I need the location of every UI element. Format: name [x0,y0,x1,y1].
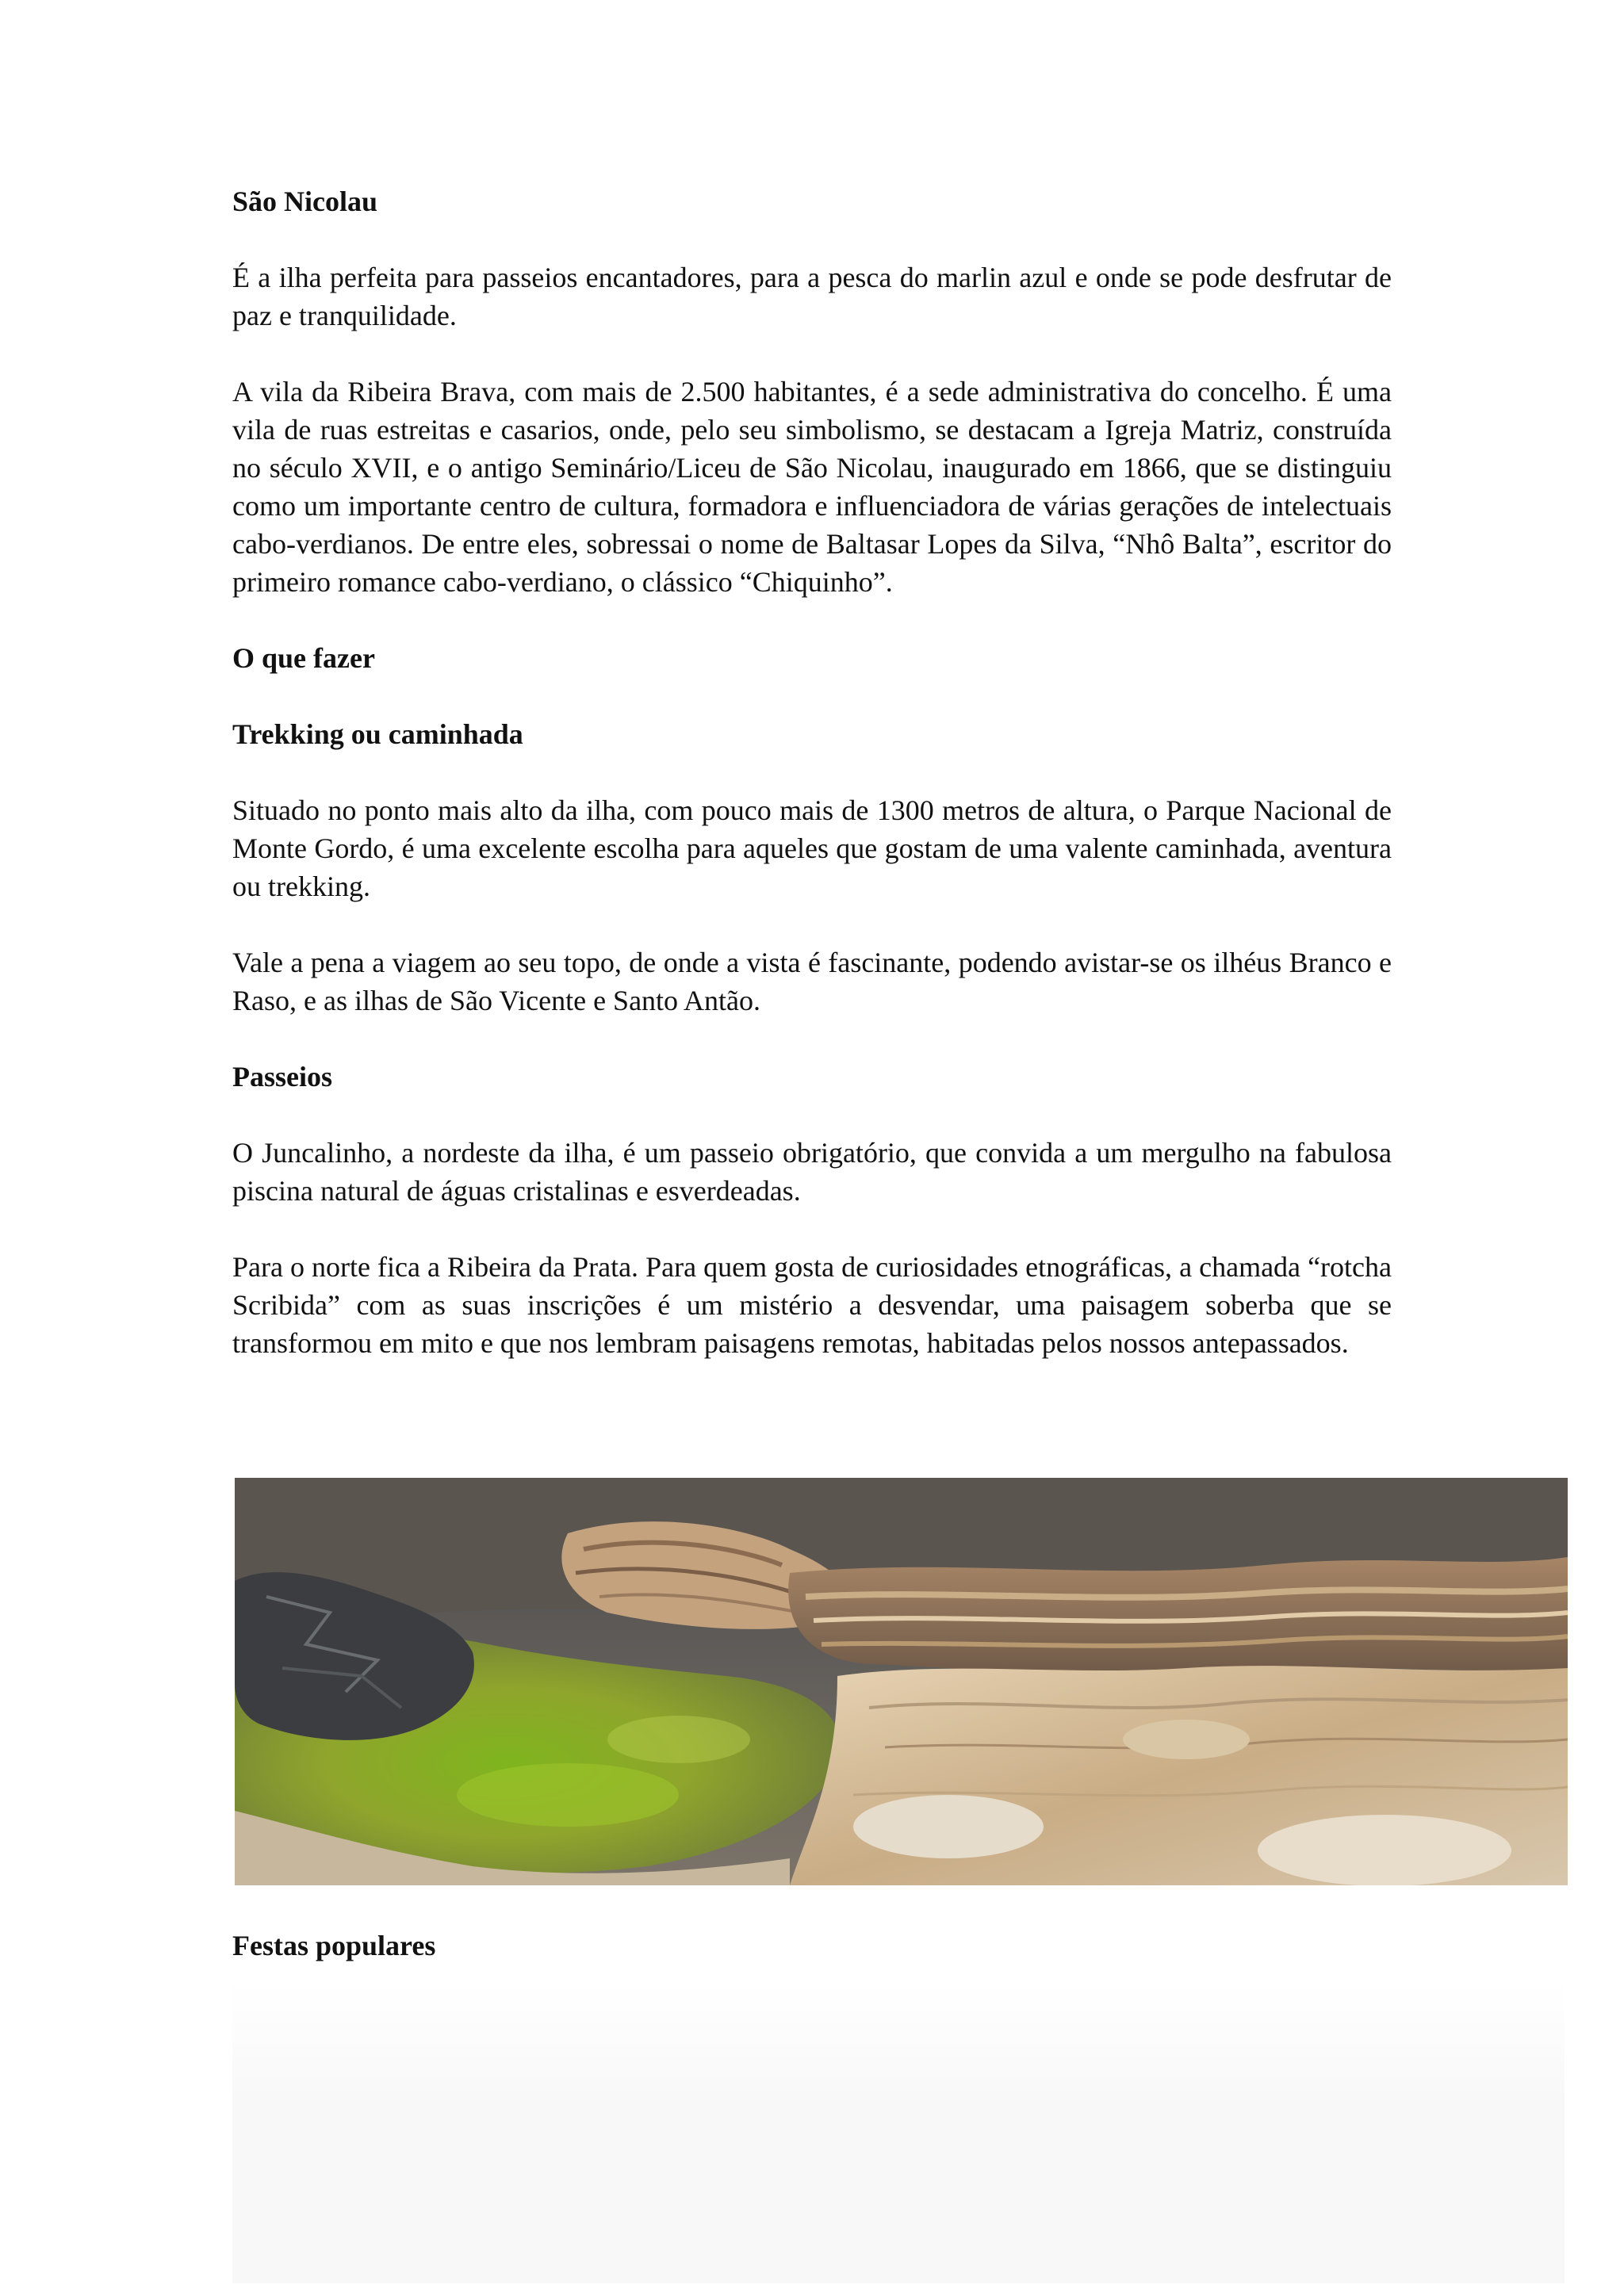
boulder-3 [1123,1720,1250,1759]
section-heading-festas-populares: Festas populares [232,1930,436,1961]
page-bottom-shade [232,1982,1565,2283]
passeios-paragraph-2: Para o norte fica a Ribeira da Prata. Para quem gosta de curiosidades etnográficas, a chamada “rotcha Scribida” com as suas inscrições é um mistério a desvendar, uma paisagem soberba que se transformou em mito e que nos lembram paisagens remotas, habitadas pelos nossos antepassados. [232,1251,1392,1359]
intro-paragraph: É a ilha perfeita para passeios encantadores, para a pesca do marlin azul e onde se pode desfrutar de paz e tranquilidade. [232,262,1392,331]
passeios-paragraph-1: O Juncalinho, a nordeste da ilha, é um passeio obrigatório, que convida a um mergulho na fabulosa piscina natural de águas cristalinas e esverdeadas. [232,1137,1392,1207]
document-body [232,182,1392,1362]
boulder-1 [853,1795,1044,1858]
trekking-paragraph-2: Vale a pena a viagem ao seu topo, de onde a vista é fascinante, podendo avistar-se os ilhéus Branco e Raso, e as ilhas de São Vicente e Santo Antão. [232,947,1392,1016]
subheading-passeios: Passeios [232,1061,332,1093]
section-heading-o-que-fazer: O que fazer [232,642,375,674]
trekking-paragraph-1: Situado no ponto mais alto da ilha, com pouco mais de 1300 metros de altura, o Parque Nacional de Monte Gordo, é uma excelente escolha para aqueles que gostam de uma valente caminhada, aventura ou trekking. [232,794,1392,902]
ribeira-brava-paragraph: A vila da Ribeira Brava, com mais de 2.500 habitantes, é a sede administrativa do concelho. É uma vila de ruas estreitas e casarios, onde, pelo seu simbolismo, se destacam a Igreja Matriz, construída no século XVII, e o antigo Seminário/Liceu de São Nicolau, inaugurado em 1866, que se distinguiu como um importante centro de cultura, formadora e influenciadora de várias gerações de intelectuais cabo-verdianos. De entre eles, sobressai o nome de Baltasar Lopes da Silva, “Nhô Balta”, escritor do primeiro romance cabo-verdiano, o clássico “Chiquinho”. [232,376,1392,598]
natural-pool-photo [235,1478,1568,1885]
page-title: São Nicolau [232,186,378,217]
boulder-2 [1258,1815,1511,1885]
subheading-trekking: Trekking ou caminhada [232,718,523,750]
